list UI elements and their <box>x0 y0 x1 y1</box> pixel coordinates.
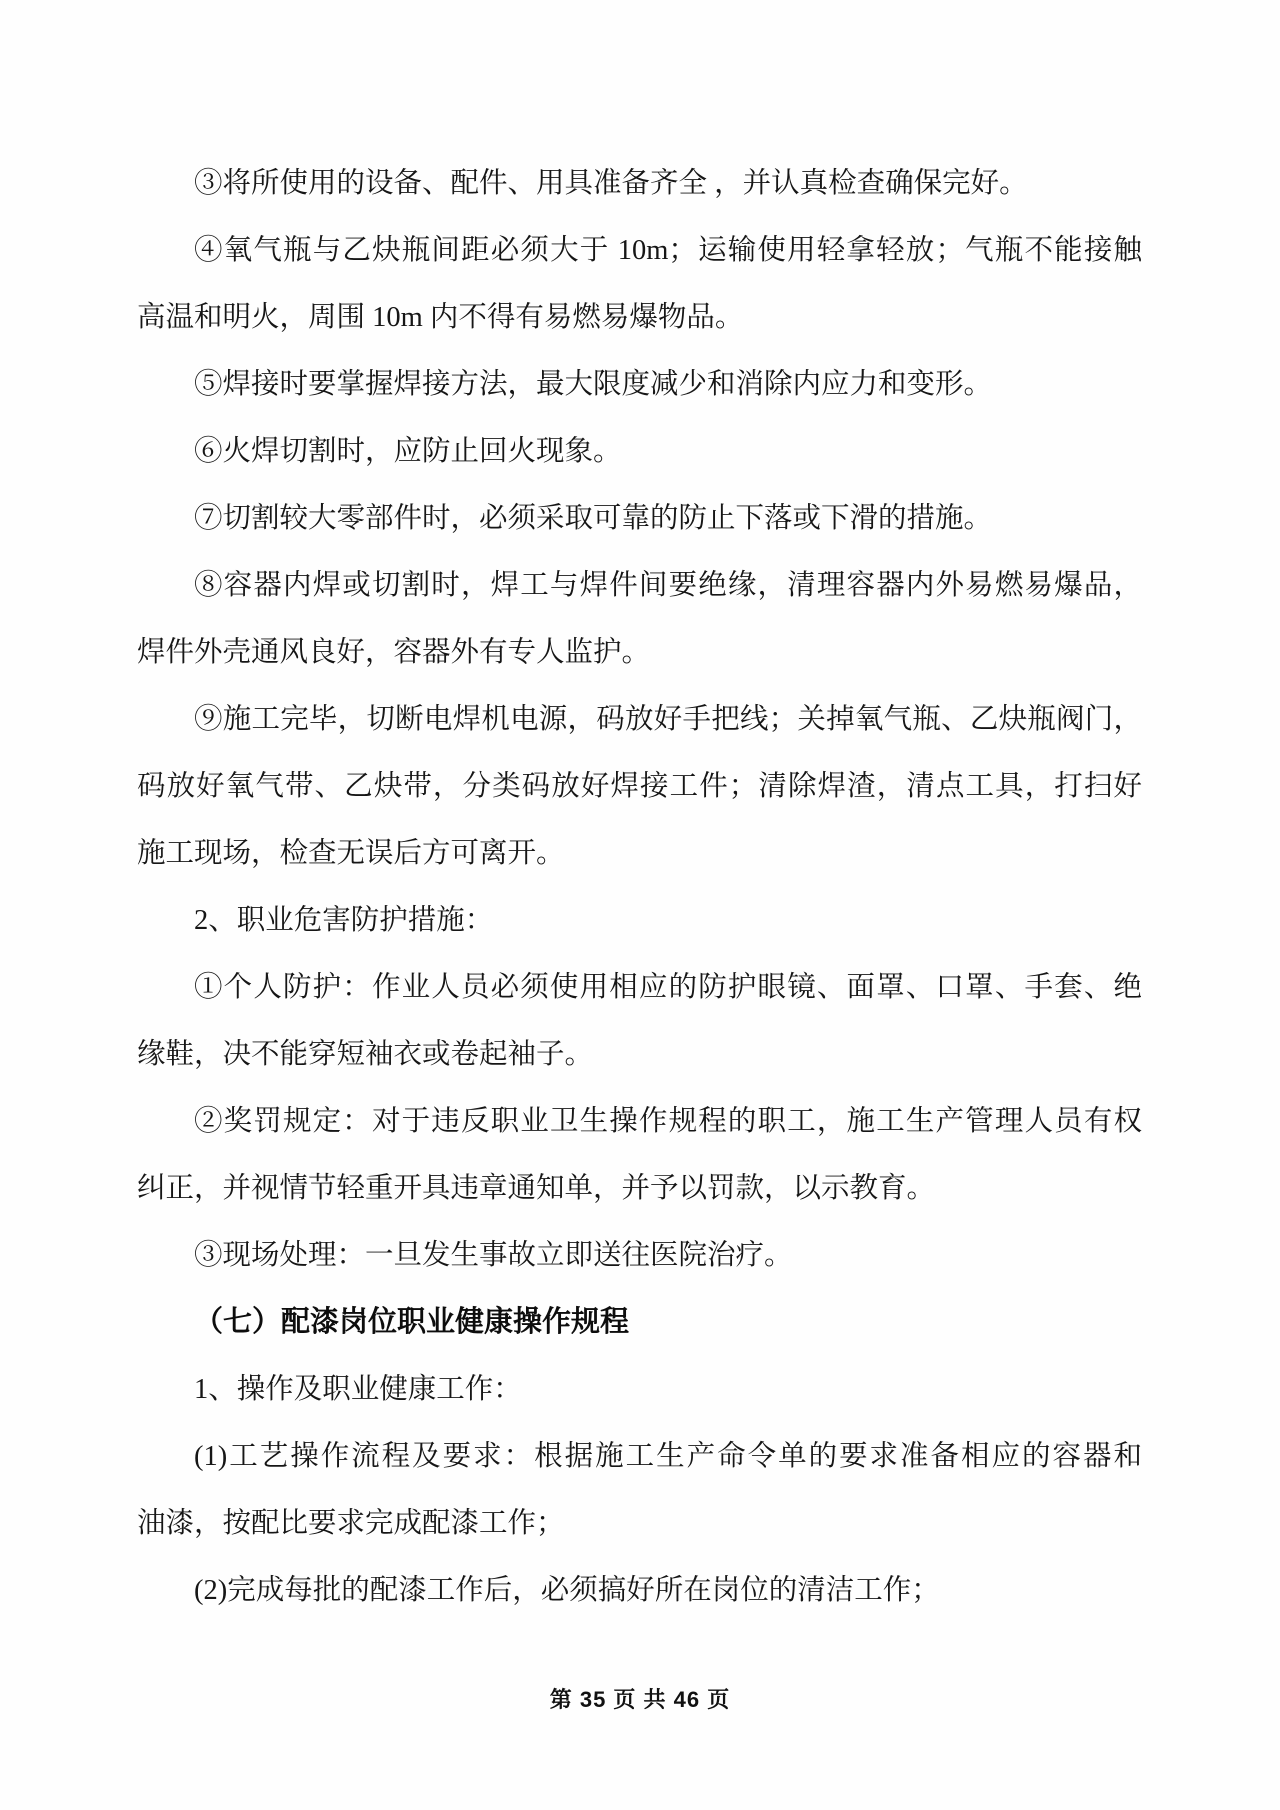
body-line: ③现场处理：一旦发生事故立即送往医院治疗。 <box>194 1240 793 1271</box>
body-line: 高温和明火，周围 10m 内不得有易燃易爆物品。 <box>137 302 744 333</box>
body-line: 施工现场，检查无误后方可离开。 <box>137 838 565 869</box>
body-line: 油漆，按配比要求完成配漆工作； <box>137 1508 565 1539</box>
body-line: ①个人防护：作业人员必须使用相应的防护眼镜、面罩、口罩、手套、绝 <box>194 972 1142 1003</box>
body-line: 纠正，并视情节轻重开具违章通知单，并予以罚款，以示教育。 <box>137 1173 936 1204</box>
body-line: ②奖罚规定：对于违反职业卫生操作规程的职工，施工生产管理人员有权 <box>194 1106 1142 1137</box>
body-line: 缘鞋，决不能穿短袖衣或卷起袖子。 <box>137 1039 594 1070</box>
body-line: ⑥火焊切割时，应防止回火现象。 <box>194 436 622 467</box>
body-line: ⑦切割较大零部件时，必须采取可靠的防止下落或下滑的措施。 <box>194 503 993 534</box>
body-line: ⑤焊接时要掌握焊接方法，最大限度减少和消除内应力和变形。 <box>194 369 993 400</box>
body-line: 焊件外壳通风良好，容器外有专人监护。 <box>137 637 651 668</box>
body-line: ⑨施工完毕，切断电焊机电源，码放好手把线；关掉氧气瓶、乙炔瓶阀门， <box>194 704 1142 735</box>
section-heading: （七）配漆岗位职业健康操作规程 <box>194 1306 630 1338</box>
body-line: ③将所使用的设备、配件、用具准备齐全 ，并认真检查确保完好。 <box>194 168 1028 199</box>
page-number-footer: 第 35 页 共 46 页 <box>549 1687 731 1712</box>
body-line: (1)工艺操作流程及要求：根据施工生产命令单的要求准备相应的容器和 <box>194 1441 1142 1472</box>
body-line: ⑧容器内焊或切割时，焊工与焊件间要绝缘，清理容器内外易燃易爆品， <box>194 570 1142 601</box>
body-line: ④氧气瓶与乙炔瓶间距必须大于 10m；运输使用轻拿轻放；气瓶不能接触 <box>194 235 1142 266</box>
body-line: 2、职业危害防护措施： <box>194 905 494 936</box>
document-body <box>137 150 1142 1624</box>
body-line: (2)完成每批的配漆工作后，必须搞好所在岗位的清洁工作； <box>194 1575 940 1606</box>
body-line: 1、操作及职业健康工作： <box>194 1374 522 1405</box>
body-line: 码放好氧气带、乙炔带，分类码放好焊接工件；清除焊渣，清点工具，打扫好 <box>137 771 1142 802</box>
